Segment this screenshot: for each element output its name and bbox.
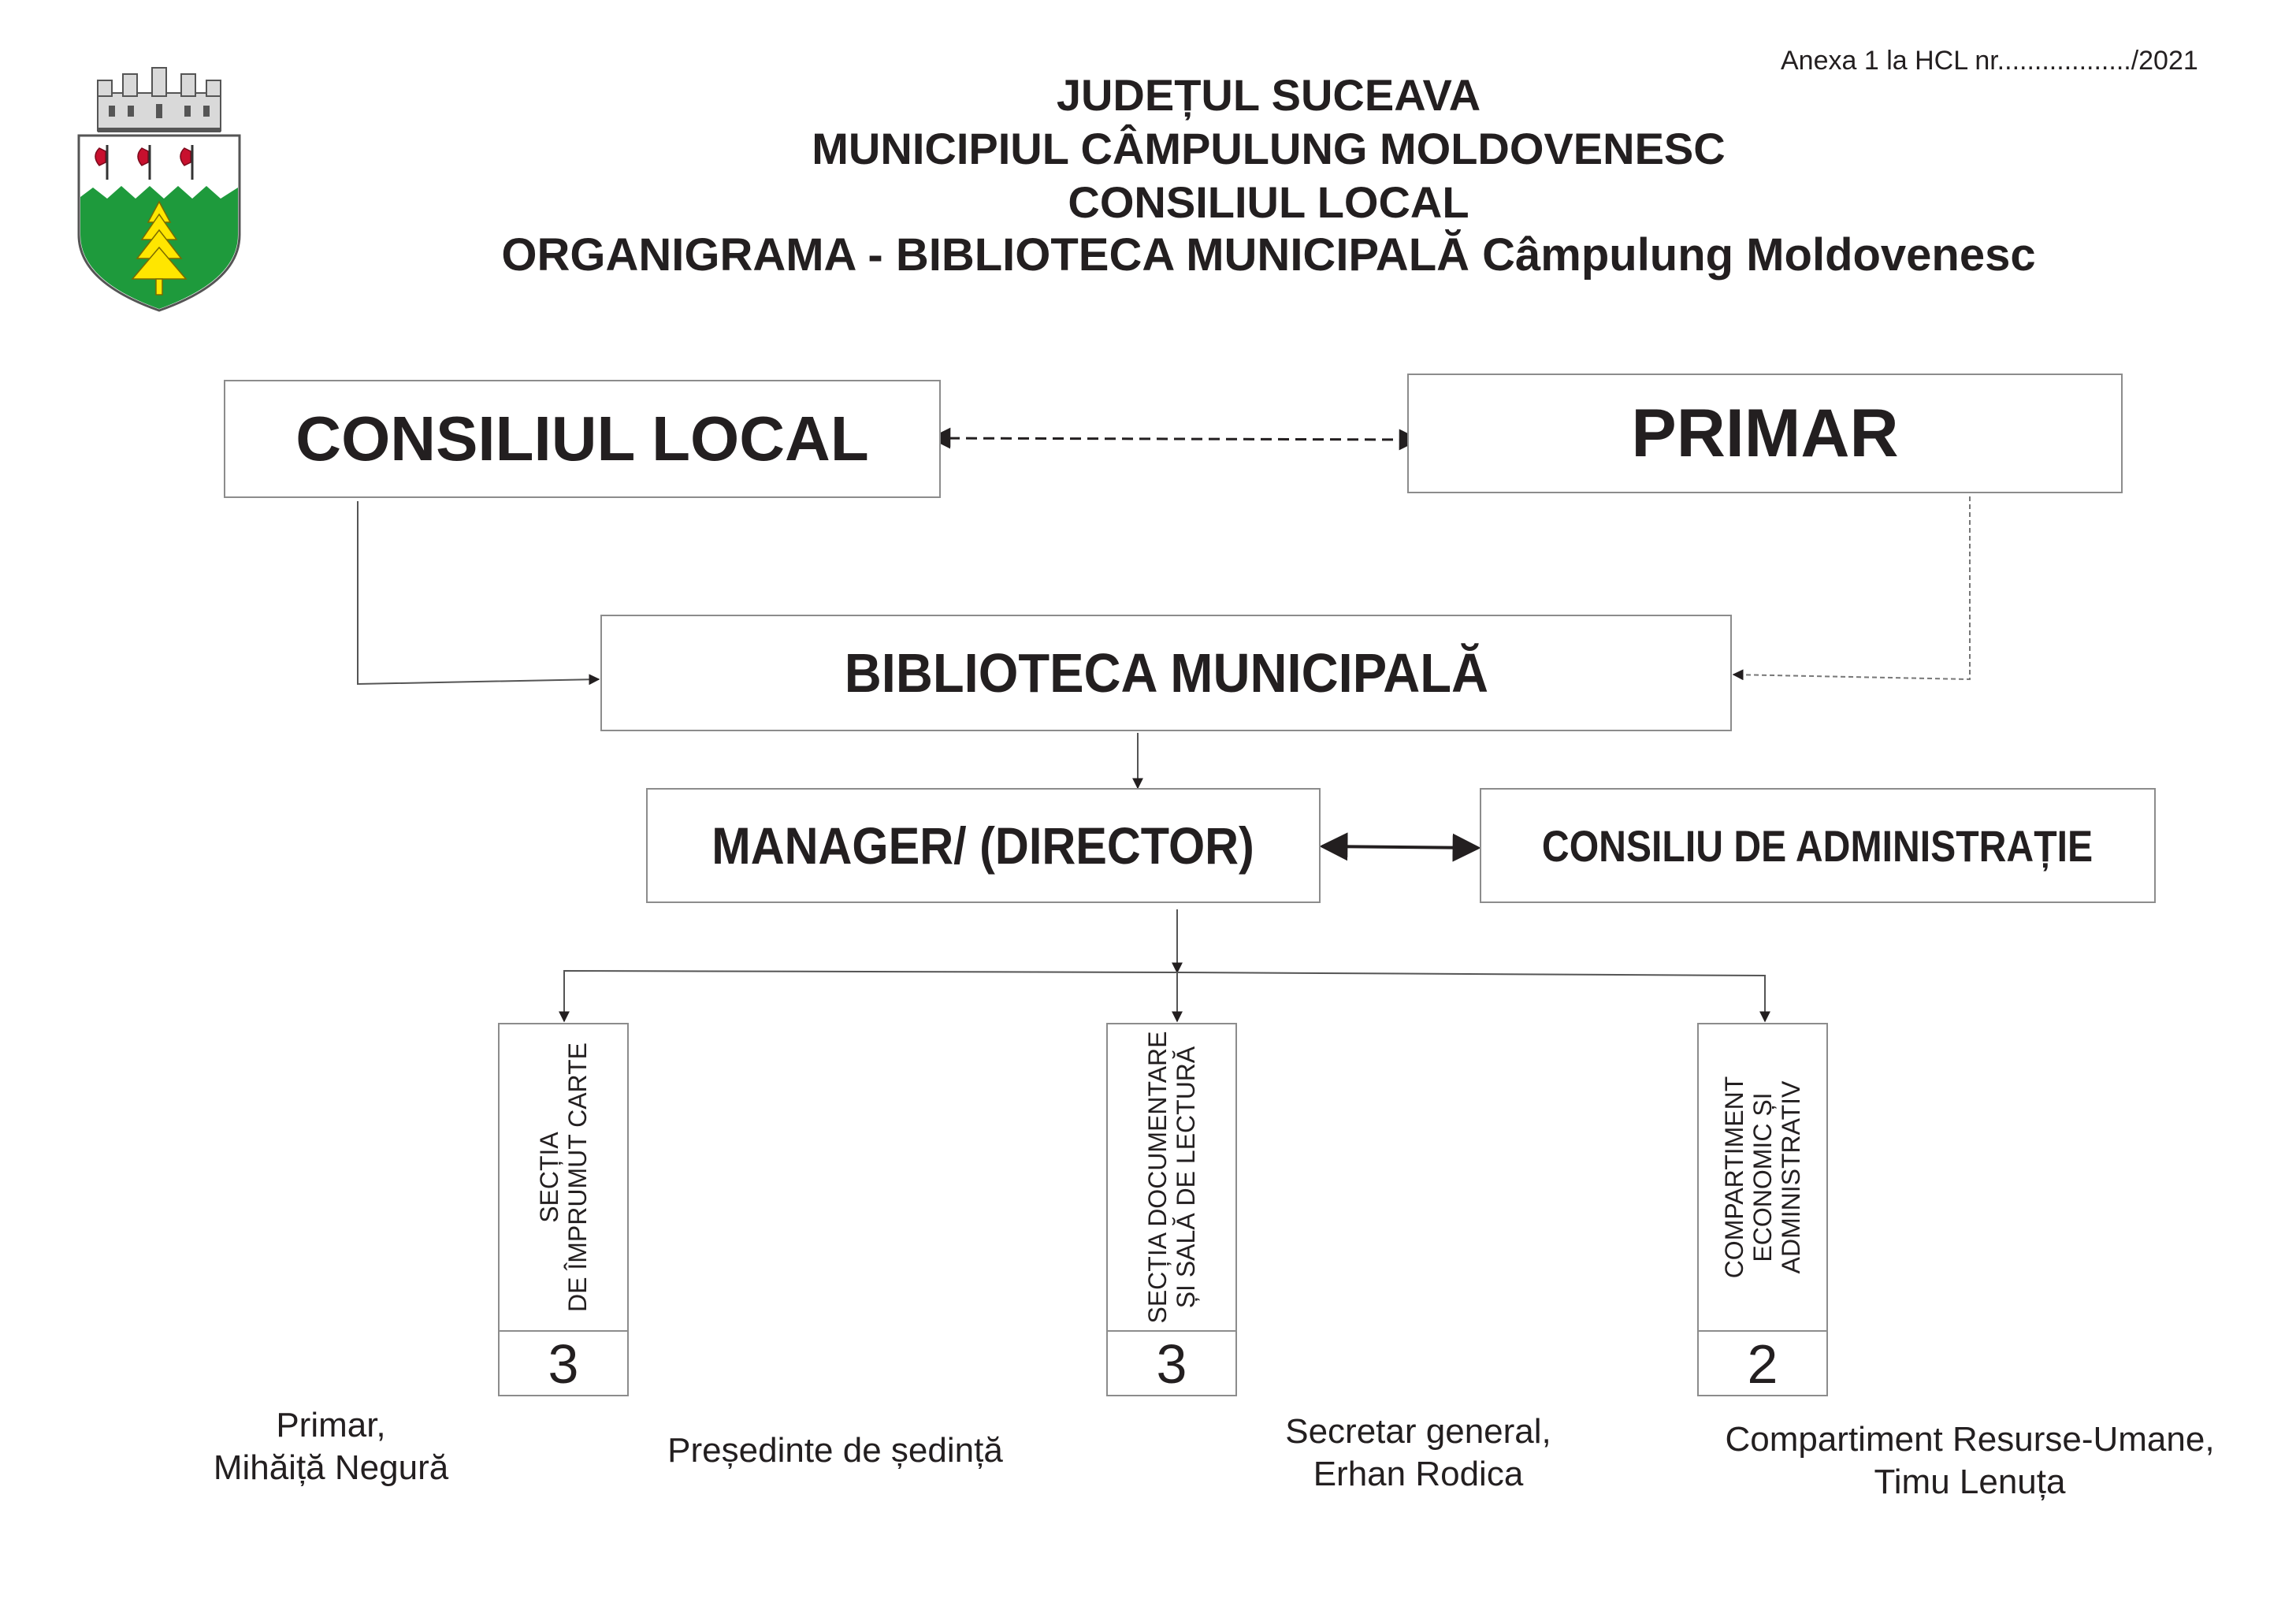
box-consiliul-local-label: CONSILIUL LOCAL: [295, 403, 869, 474]
signature-name: Erhan Rodica: [1313, 1455, 1524, 1493]
box-manager: [646, 788, 1321, 903]
manager-board-link: [1322, 846, 1478, 848]
signature-secretar: [1229, 1411, 1607, 1496]
section-label: [1720, 1028, 1805, 1327]
signature-title: Secretar general,: [1285, 1412, 1551, 1451]
header-council: CONSILIUL LOCAL: [1068, 177, 1469, 227]
section-label: [1143, 1028, 1200, 1327]
mayor-library-link: [1733, 496, 1970, 679]
section-label: [535, 1028, 592, 1327]
signature-title: Primar,: [276, 1406, 386, 1444]
section-label-line: ADMINISTRATIV: [1777, 1080, 1805, 1274]
page-title: ORGANIGRAMA - BIBLIOTECA MUNICIPALĂ Câmpulung Moldovenesc: [501, 229, 2036, 281]
signature-name: Mihăiță Negură: [213, 1448, 449, 1487]
section-documentare-lectura: [1106, 1023, 1237, 1396]
section-staff-count: 3: [500, 1330, 627, 1396]
header-municipality: MUNICIPIUL CÂMPULUNG MOLDOVENESC: [812, 124, 1726, 173]
header-county: JUDEȚUL SUCEAVA: [1056, 70, 1481, 120]
signature-resurse-umane: [1670, 1418, 2269, 1504]
box-consiliu-administratie-label: CONSILIU DE ADMINISTRAȚIE: [1542, 820, 2094, 871]
council-library-link: [358, 501, 599, 684]
section-label-line: SECȚIA DOCUMENTARE: [1143, 1031, 1172, 1324]
signature-title: Președinte de ședință: [667, 1431, 1003, 1470]
section-staff-count: 2: [1699, 1330, 1826, 1396]
signature-name: Timu Lenuța: [1874, 1463, 2066, 1501]
section-label-line: COMPARTIMENT: [1720, 1076, 1748, 1279]
section-label-line: DE ÎMPRUMUT CARTE: [563, 1043, 592, 1312]
box-biblioteca-label: BIBLIOTECA MUNICIPALĂ: [844, 642, 1488, 704]
section-label-line: ECONOMIC ȘI: [1748, 1092, 1777, 1262]
signature-title: Compartiment Resurse-Umane,: [1725, 1420, 2215, 1459]
box-consiliul-local: [224, 380, 941, 498]
section-economic-administrativ: [1697, 1023, 1828, 1396]
box-primar: [1407, 374, 2123, 493]
section-staff-count: 3: [1108, 1330, 1235, 1396]
section-label-line: SECȚIA: [535, 1132, 563, 1223]
signature-presedinte: [615, 1429, 1056, 1472]
box-biblioteca: [600, 615, 1732, 731]
section-label-line: ȘI SALĂ DE LECTURĂ: [1172, 1046, 1200, 1309]
annex-reference: Anexa 1 la HCL nr................../2021: [1781, 46, 2198, 76]
box-manager-label: MANAGER/ (DIRECTOR): [711, 816, 1255, 875]
sections-branch: [564, 971, 1765, 1021]
council-mayor-link: [931, 438, 1418, 440]
section-imprumut-carte: [498, 1023, 629, 1396]
signature-primar: [134, 1404, 528, 1489]
box-primar-label: PRIMAR: [1631, 395, 1899, 471]
box-consiliu-administratie: [1480, 788, 2156, 903]
